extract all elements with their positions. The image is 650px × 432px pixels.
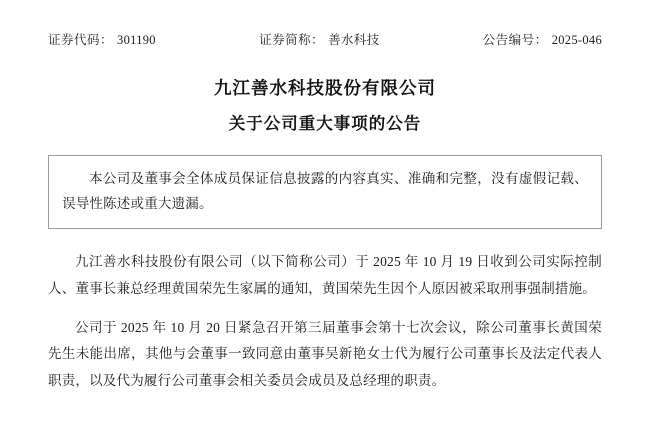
document-body [46,249,604,394]
security-abbreviation-label: 证券简称： [259,33,325,47]
disclaimer-text: 本公司及董事会全体成员保证信息披露的内容真实、准确和完整，没有虚假记载、误导性陈述或重大遗漏。 [62,171,588,212]
document-header [46,30,604,48]
security-code [48,30,156,48]
title-block [46,74,604,137]
announcement-title: 关于公司重大事项的公告 [228,114,422,133]
company-title: 九江善水科技股份有限公司 [214,78,436,98]
security-abbreviation-value: 善水科技 [328,33,380,47]
security-code-label: 证券代码： [48,33,114,47]
disclaimer-box [48,155,602,229]
security-abbreviation [259,30,379,48]
announcement-number [483,30,602,48]
security-code-value: 301190 [117,33,156,47]
announcement-number-label: 公告编号： [482,33,548,47]
announcement-number-value: 2025-046 [551,33,602,47]
body-paragraph: 九江善水科技股份有限公司（以下简称公司）于 2025 年 10 月 19 日收到公司实际控制人、董事长兼总经理黄国荣先生家属的通知，黄国荣先生因个人原因被采取刑事强制措施。 [48,254,602,296]
body-paragraph: 公司于 2025 年 10 月 20 日紧急召开第三届董事会第十七次会议，除公司董事长黄国荣先生未能出席，其他与会董事一致同意由董事吴新艳女士代为履行公司董事长及法定代表人职责，以及代为履行公司董事会相关委员会成员及总经理的职责。 [48,319,602,388]
